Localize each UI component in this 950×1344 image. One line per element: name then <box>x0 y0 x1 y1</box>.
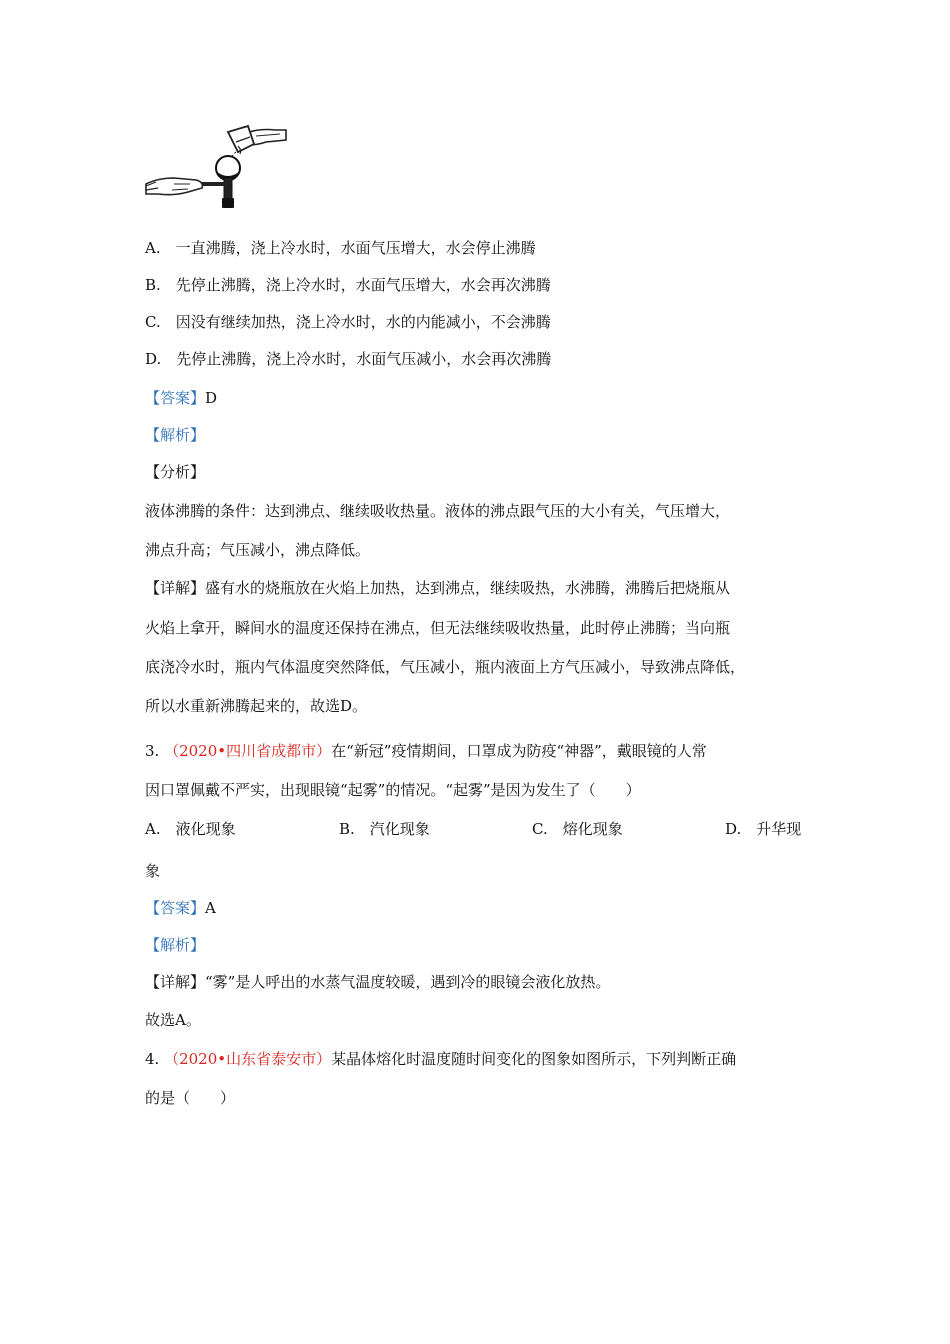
answer-label: 【答案】 <box>145 389 206 407</box>
flask-pouring-illustration <box>144 122 292 218</box>
option-c: C. 因没有继续加热，浇上冷水时，水的内能减小，不会沸腾 <box>145 313 551 331</box>
q3-answer-line: 【答案】A <box>145 899 216 917</box>
q3-analysis-label: 【解析】 <box>145 936 206 954</box>
q2-answer-value: D <box>205 389 218 407</box>
q2-fenxi-line-1: 液体沸腾的条件：达到沸点、继续吸收热量。液体的沸点跟气压的大小有关，气压增大， <box>145 502 731 520</box>
q4-source: （2020•山东省泰安市） <box>164 1050 332 1068</box>
q3-option-d: D. 升华现 <box>725 820 802 838</box>
q3-option-wrap: 象 <box>145 862 161 880</box>
option-a: A. 一直沸腾，浇上冷水时，水面气压增大，水会停止沸腾 <box>145 239 536 257</box>
option-d: D. 先停止沸腾，浇上冷水时，水面气压减小，水会再次沸腾 <box>145 350 552 368</box>
q3-stem-line-2: 因口罩佩戴不严实，出现眼镜“起雾”的情况。“起雾”是因为发生了（ ） <box>145 781 641 799</box>
q4-stem-line-2: 的是（ ） <box>145 1089 236 1107</box>
q3-option-c: C. 熔化现象 <box>532 820 623 838</box>
q2-detail-line-2: 火焰上拿开，瞬间水的温度还保持在沸点，但无法继续吸收热量，此时停止沸腾；当向瓶 <box>145 619 731 637</box>
q2-answer-line <box>145 387 217 409</box>
q2-analysis-label: 【解析】 <box>145 426 206 444</box>
q4-stem-line-1: 4. （2020•山东省泰安市）某晶体熔化时温度随时间变化的图象如图所示，下列判断正确 <box>145 1050 737 1068</box>
q3-detail-line: 【详解】“雾”是人呼出的水蒸气温度较暖，遇到冷的眼镜会液化放热。 <box>145 973 611 991</box>
q2-detail-line-3: 底浇冷水时，瓶内气体温度突然降低，气压减小，瓶内液面上方气压减小，导致沸点降低， <box>145 658 746 676</box>
q3-option-a: A. 液化现象 <box>145 820 236 838</box>
q3-source: （2020•四川省成都市） <box>164 742 332 760</box>
q2-detail-line-1: 【详解】盛有水的烧瓶放在火焰上加热，达到沸点，继续吸热，水沸腾，沸腾后把烧瓶从 <box>145 579 731 597</box>
option-b: B. 先停止沸腾，浇上冷水时，水面气压增大，水会再次沸腾 <box>145 276 551 294</box>
q3-conclusion: 故选A。 <box>145 1011 201 1029</box>
q2-fenxi-line-2: 沸点升高；气压减小，沸点降低。 <box>145 541 371 559</box>
q2-fenxi-label: 【分析】 <box>145 463 206 481</box>
q2-detail-line-4: 所以水重新沸腾起来的，故选D。 <box>145 697 368 715</box>
q3-answer-value: A <box>205 899 216 917</box>
detail-label: 【详解】 <box>145 579 206 597</box>
q3-option-b: B. 汽化现象 <box>339 820 430 838</box>
q3-stem-line-1: 3. （2020•四川省成都市）在“新冠”疫情期间，口罩成为防疫“神器”，戴眼镜的人常 <box>145 742 707 760</box>
